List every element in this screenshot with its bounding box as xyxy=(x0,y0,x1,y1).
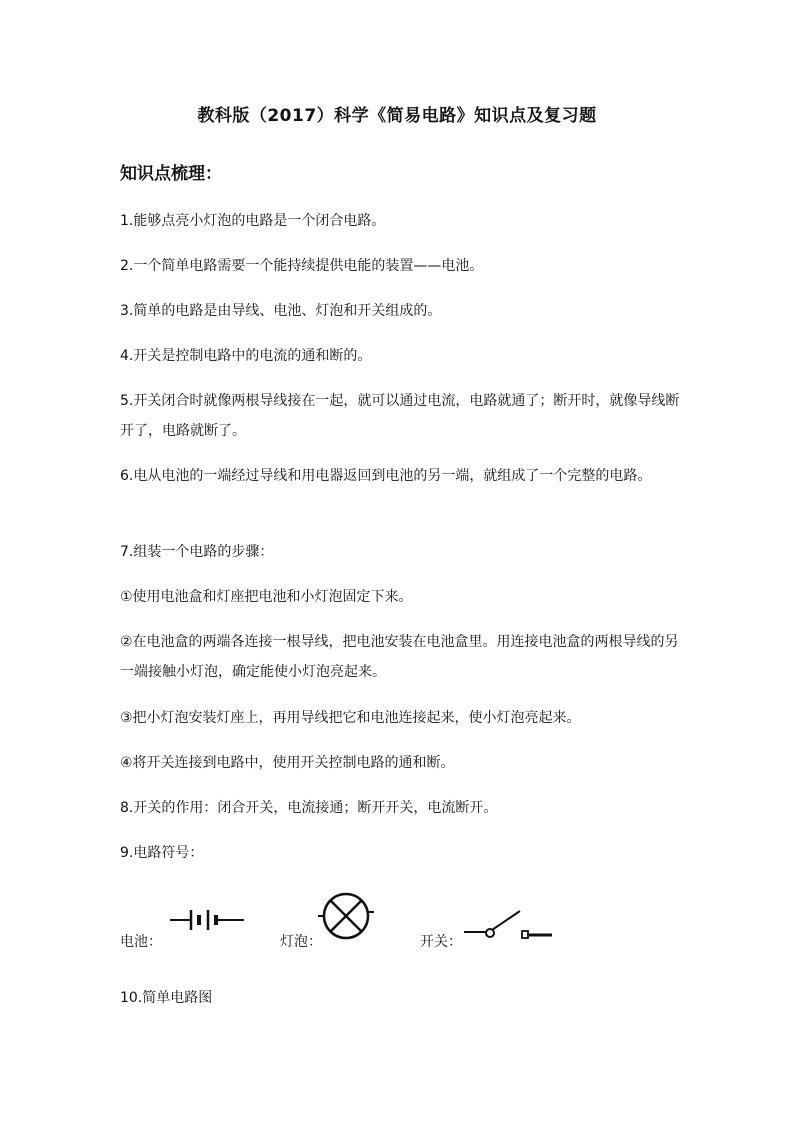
paragraph-6: 6.电从电池的一端经过导线和用电器返回到电池的另一端，就组成了一个完整的电路。 xyxy=(120,468,652,484)
paragraph-2: 2.一个简单电路需要一个能持续提供电能的装置——电池。 xyxy=(120,258,484,274)
switch-label: 开关： xyxy=(420,934,462,950)
bulb-label: 灯泡： xyxy=(280,934,322,950)
step-4: ④将开关连接到电路中，使用开关控制电路的通和断。 xyxy=(120,755,455,771)
paragraph-3: 3.简单的电路是由导线、电池、灯泡和开关组成的。 xyxy=(120,303,442,319)
final-heading: 10.简单电路图 xyxy=(120,990,213,1006)
step-2: ②在电池盒的两端各连接一根导线，把电池安装在电池盒里。用连接电池盒的两根导线的另一端接触小灯泡，确定能使小灯泡亮起来。 xyxy=(120,634,679,680)
bulb-symbol-icon xyxy=(316,890,380,946)
paragraph-7: 7.组装一个电路的步骤： xyxy=(120,544,274,560)
paragraph-9: 9.电路符号： xyxy=(120,845,204,861)
section-heading: 知识点梳理： xyxy=(120,164,222,184)
battery-label: 电池： xyxy=(120,934,162,950)
switch-symbol-icon xyxy=(462,906,558,946)
step-1: ①使用电池盒和灯座把电池和小灯泡固定下来。 xyxy=(120,589,413,605)
paragraph-1: 1.能够点亮小灯泡的电路是一个闭合电路。 xyxy=(120,213,386,229)
battery-symbol-icon xyxy=(168,904,248,944)
step-3: ③把小灯泡安装灯座上，再用导线把它和电池连接起来，使小灯泡亮起来。 xyxy=(120,710,581,726)
circuit-symbols-row xyxy=(120,890,680,960)
paragraph-5: 5.开关闭合时就像两根导线接在一起，就可以通过电流，电路就通了；断开时，就像导线断开了，电路就断了。 xyxy=(120,393,680,439)
paragraph-4: 4.开关是控制电路中的电流的通和断的。 xyxy=(120,348,372,364)
paragraph-8: 8.开关的作用：闭合开关，电流接通；断开开关，电流断开。 xyxy=(120,800,498,816)
document-title: 教科版（2017）科学《简易电路》知识点及复习题 xyxy=(197,106,597,126)
